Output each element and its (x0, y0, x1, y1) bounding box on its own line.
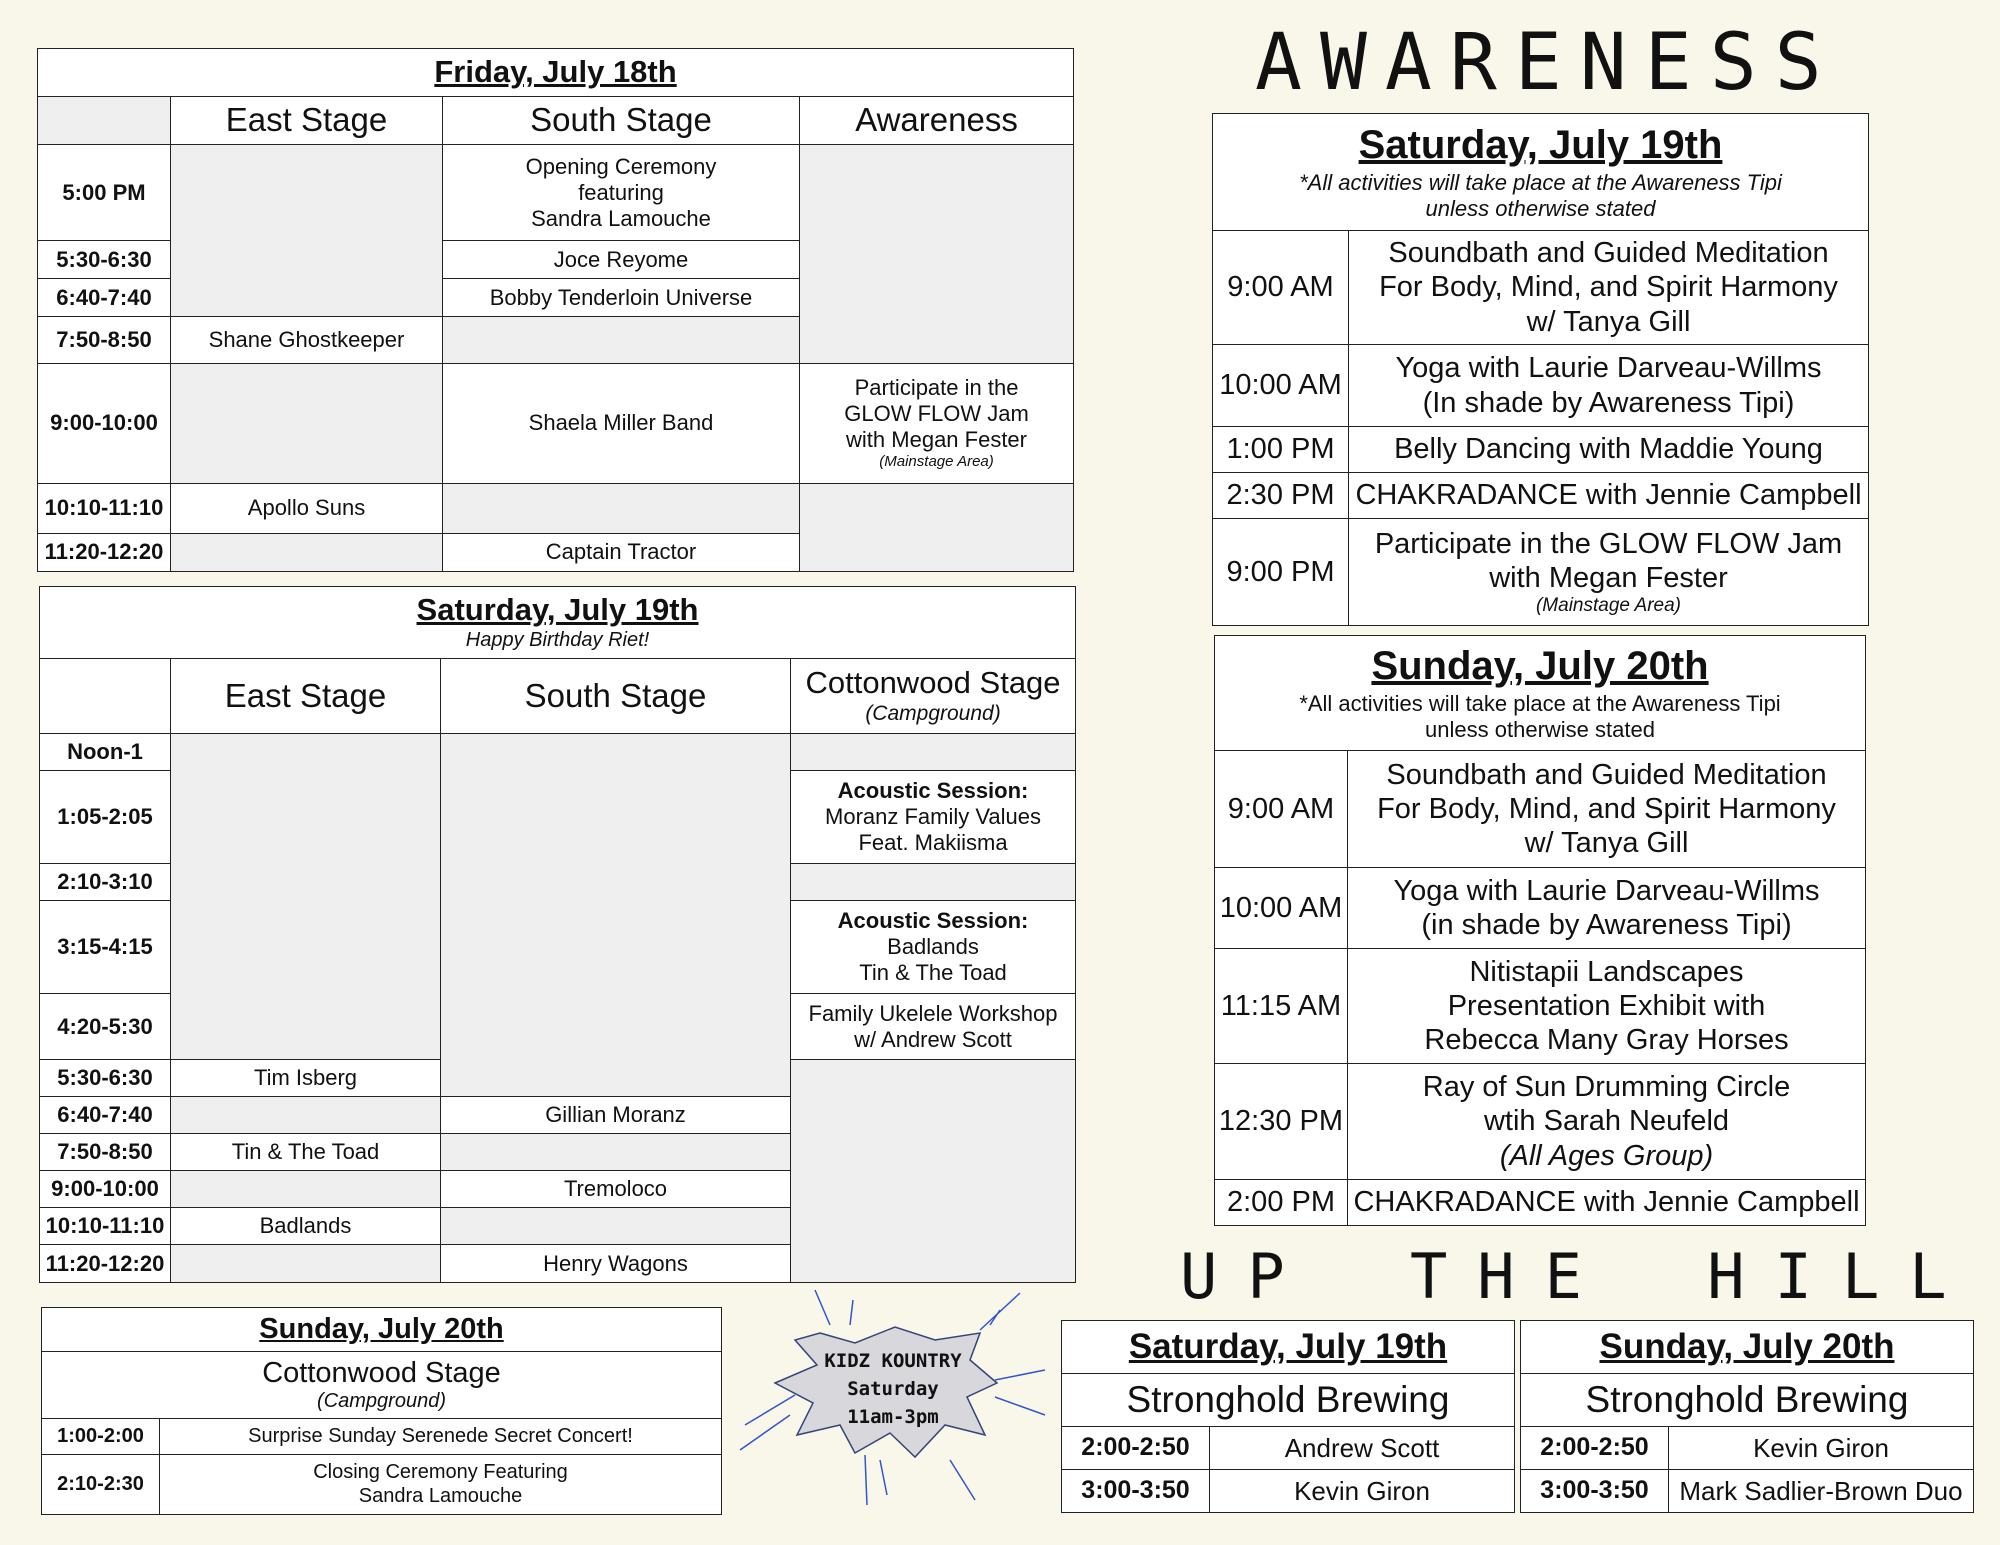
event-label: Acoustic Session: (837, 778, 1029, 804)
stage-label: Cottonwood Stage (262, 1357, 501, 1390)
event-line: Closing Ceremony Featuring (313, 1460, 568, 1483)
time-cell: 11:20-12:20 (38, 533, 171, 571)
event-line: For Body, Mind, and Spirit Harmony (1379, 271, 1838, 304)
event-note: (Mainstage Area) (879, 453, 994, 471)
glow-flow-jam (800, 363, 1074, 483)
empty-slot (441, 734, 791, 1097)
header-blank (40, 659, 171, 734)
empty-slot (443, 483, 800, 533)
sunday-stage-cell (42, 1352, 722, 1419)
event-line: Opening Ceremony (525, 153, 717, 179)
time-cell: 3:00-3:50 (1521, 1470, 1669, 1513)
empty-slot (171, 1097, 441, 1134)
saturday-subtitle: Happy Birthday Riet! (465, 628, 650, 651)
kidz-time: 11am-3pm (847, 1406, 939, 1428)
hill-saturday-table (1061, 1320, 1515, 1513)
time-cell: 9:00-10:00 (40, 1171, 171, 1208)
empty-slot (171, 734, 441, 1060)
event-line: Moranz Family Values (825, 804, 1042, 830)
time-cell: 2:10-3:10 (40, 864, 171, 901)
event-line: Badlands (887, 934, 979, 960)
time-cell: 5:30-6:30 (40, 1060, 171, 1097)
act-andrew-scott: Andrew Scott (1210, 1427, 1515, 1470)
kidz-day: Saturday (847, 1378, 939, 1400)
opening-ceremony (443, 145, 800, 241)
act-shane-ghostkeeper: Shane Ghostkeeper (171, 317, 443, 363)
acoustic-session-moranz (791, 771, 1076, 864)
event-line: Rebecca Many Gray Horses (1424, 1024, 1789, 1057)
saturday-schedule-table (39, 586, 1076, 1283)
header-south-stage: South Stage (441, 659, 791, 734)
event-line: For Body, Mind, and Spirit Harmony (1377, 792, 1836, 825)
time-cell: 1:00-2:00 (42, 1419, 160, 1455)
act-henry-wagons: Henry Wagons (441, 1245, 791, 1283)
sunday-schedule-table (41, 1307, 722, 1515)
header-awareness: Awareness (800, 97, 1074, 145)
time-cell: 10:00 AM (1215, 868, 1348, 949)
time-cell: Noon-1 (40, 734, 171, 771)
event-line: Feat. Makiisma (858, 829, 1008, 855)
header-blank (38, 97, 171, 145)
time-cell: 5:00 PM (38, 145, 171, 241)
awareness-sat-title: Saturday, July 19th (1358, 123, 1723, 168)
event-line: (in shade by Awareness Tipi) (1421, 909, 1792, 941)
soundbath-meditation (1348, 751, 1866, 868)
yoga-session (1348, 868, 1866, 949)
header-east-stage: East Stage (171, 97, 443, 145)
awareness-heading: AWARENESS (1255, 18, 1840, 108)
time-cell: 9:00 AM (1215, 751, 1348, 868)
empty-slot (171, 145, 443, 317)
event-line: Participate in the (854, 375, 1019, 401)
empty-slot (791, 1060, 1076, 1283)
time-cell: 12:30 PM (1215, 1064, 1348, 1180)
event-line: Soundbath and Guided Meditation (1388, 237, 1829, 270)
event-line: with Megan Fester (846, 427, 1027, 453)
empty-slot (171, 1245, 441, 1283)
awareness-sat-note: *All activities will take place at the Awareness Tipi (1299, 169, 1782, 195)
event-line: Soundbath and Guided Meditation (1386, 758, 1827, 791)
act-apollo-suns: Apollo Suns (171, 483, 443, 533)
time-cell: 10:10-11:10 (38, 483, 171, 533)
header-sub: (Campground) (865, 701, 1001, 725)
event-line: Yoga with Laurie Darveau-Willms (1393, 874, 1820, 907)
header-cottonwood-stage (791, 659, 1076, 734)
event-line: Yoga with Laurie Darveau-Willms (1395, 352, 1822, 385)
sunday-title: Sunday, July 20th (42, 1308, 722, 1352)
event-label: Acoustic Session: (837, 908, 1029, 934)
kidz-kountry-burst (735, 1285, 1055, 1510)
glow-flow-jam (1349, 519, 1869, 626)
event-line: w/ Tanya Gill (1524, 827, 1689, 860)
time-cell: 11:20-12:20 (40, 1245, 171, 1283)
time-cell: 5:30-6:30 (38, 241, 171, 279)
kidz-title: KIDZ KOUNTRY (824, 1350, 962, 1372)
awareness-sat-title-cell (1213, 114, 1869, 231)
time-cell: 1:00 PM (1213, 427, 1349, 473)
event-line: Nitistapii Landscapes (1469, 955, 1744, 988)
event-line: w/ Tanya Gill (1526, 305, 1691, 338)
friday-title: Friday, July 18th (38, 49, 1074, 97)
awareness-sat-note: unless otherwise stated (1425, 195, 1656, 221)
hill-sunday-table (1520, 1320, 1974, 1513)
header-label: Cottonwood Stage (805, 665, 1061, 701)
event-line: Presentation Exhibit with (1447, 989, 1766, 1022)
awareness-saturday-table (1212, 113, 1869, 626)
closing-ceremony (160, 1455, 722, 1515)
empty-slot (800, 483, 1074, 571)
act-joce-reyome: Joce Reyome (443, 241, 800, 279)
time-cell: 4:20-5:30 (40, 994, 171, 1060)
event-note: (All Ages Group) (1499, 1139, 1714, 1172)
awareness-sunday-table (1214, 635, 1866, 1226)
stage-sub: (Campground) (317, 1390, 446, 1413)
time-cell: 2:00-2:50 (1062, 1427, 1210, 1470)
drumming-circle (1348, 1064, 1866, 1180)
up-the-hill-heading: UP THE HILL (1180, 1240, 1977, 1313)
event-line: with Megan Fester (1489, 561, 1728, 594)
empty-slot (800, 145, 1074, 363)
acoustic-session-badlands (791, 901, 1076, 994)
act-mark-sadlier-brown-duo: Mark Sadlier-Brown Duo (1669, 1470, 1974, 1513)
event-line: Family Ukelele Workshop (808, 1000, 1058, 1026)
event-note: (Mainstage Area) (1535, 595, 1682, 617)
time-cell: 10:10-11:10 (40, 1208, 171, 1245)
empty-slot (441, 1134, 791, 1171)
time-cell: 9:00-10:00 (38, 363, 171, 483)
time-cell: 9:00 AM (1213, 231, 1349, 345)
event-line: Tin & The Toad (859, 959, 1007, 985)
empty-slot (171, 533, 443, 571)
time-cell: 9:00 PM (1213, 519, 1349, 626)
chakradance: CHAKRADANCE with Jennie Campbell (1348, 1180, 1866, 1226)
hill-sun-title: Sunday, July 20th (1521, 1321, 1974, 1374)
awareness-sun-note: *All activities will take place at the Awareness Tipi (1299, 690, 1781, 716)
surprise-concert: Surprise Sunday Serenede Secret Concert! (160, 1419, 722, 1455)
event-line: featuring (578, 179, 664, 205)
awareness-sun-title: Sunday, July 20th (1371, 644, 1709, 689)
hill-sat-venue: Stronghold Brewing (1062, 1374, 1515, 1427)
time-cell: 2:10-2:30 (42, 1455, 160, 1515)
act-tremoloco: Tremoloco (441, 1171, 791, 1208)
act-badlands: Badlands (171, 1208, 441, 1245)
time-cell: 3:15-4:15 (40, 901, 171, 994)
time-cell: 10:00 AM (1213, 345, 1349, 427)
time-cell: 2:00-2:50 (1521, 1427, 1669, 1470)
friday-schedule-table (37, 48, 1074, 572)
event-line: Participate in the GLOW FLOW Jam (1374, 527, 1843, 560)
family-ukelele-workshop (791, 994, 1076, 1060)
time-cell: 2:00 PM (1215, 1180, 1348, 1226)
act-tin-and-the-toad: Tin & The Toad (171, 1134, 441, 1171)
awareness-sun-note: unless otherwise stated (1425, 716, 1655, 742)
hill-sun-venue: Stronghold Brewing (1521, 1374, 1974, 1427)
time-cell: 1:05-2:05 (40, 771, 171, 864)
time-cell: 11:15 AM (1215, 949, 1348, 1064)
time-cell: 7:50-8:50 (40, 1134, 171, 1171)
chakradance: CHAKRADANCE with Jennie Campbell (1349, 473, 1869, 519)
time-cell: 7:50-8:50 (38, 317, 171, 363)
belly-dancing: Belly Dancing with Maddie Young (1349, 427, 1869, 473)
yoga-session (1349, 345, 1869, 427)
empty-slot (791, 864, 1076, 901)
time-cell: 6:40-7:40 (40, 1097, 171, 1134)
saturday-title: Saturday, July 19th (416, 592, 699, 628)
act-kevin-giron: Kevin Giron (1669, 1427, 1974, 1470)
event-line: Sandra Lamouche (358, 1484, 523, 1507)
empty-slot (443, 317, 800, 363)
empty-slot (171, 1171, 441, 1208)
event-line: Sandra Lamouche (531, 205, 711, 231)
time-cell: 3:00-3:50 (1062, 1470, 1210, 1513)
event-line: wtih Sarah Neufeld (1483, 1105, 1730, 1138)
act-shaela-miller-band: Shaela Miller Band (443, 363, 800, 483)
header-south-stage: South Stage (443, 97, 800, 145)
saturday-title-cell (40, 587, 1076, 659)
time-cell: 6:40-7:40 (38, 279, 171, 317)
empty-slot (171, 363, 443, 483)
empty-slot (791, 734, 1076, 771)
nitistapii-landscapes (1348, 949, 1866, 1064)
header-east-stage: East Stage (171, 659, 441, 734)
act-kevin-giron: Kevin Giron (1210, 1470, 1515, 1513)
awareness-sun-title-cell (1215, 636, 1866, 751)
act-captain-tractor: Captain Tractor (443, 533, 800, 571)
act-gillian-moranz: Gillian Moranz (441, 1097, 791, 1134)
empty-slot (441, 1208, 791, 1245)
event-line: (In shade by Awareness Tipi) (1422, 386, 1795, 419)
event-line: GLOW FLOW Jam (844, 401, 1029, 427)
event-line: w/ Andrew Scott (854, 1026, 1012, 1052)
time-cell: 2:30 PM (1213, 473, 1349, 519)
event-line: Ray of Sun Drumming Circle (1422, 1071, 1791, 1104)
hill-sat-title: Saturday, July 19th (1062, 1321, 1515, 1374)
soundbath-meditation (1349, 231, 1869, 345)
act-tim-isberg: Tim Isberg (171, 1060, 441, 1097)
act-bobby-tenderloin: Bobby Tenderloin Universe (443, 279, 800, 317)
